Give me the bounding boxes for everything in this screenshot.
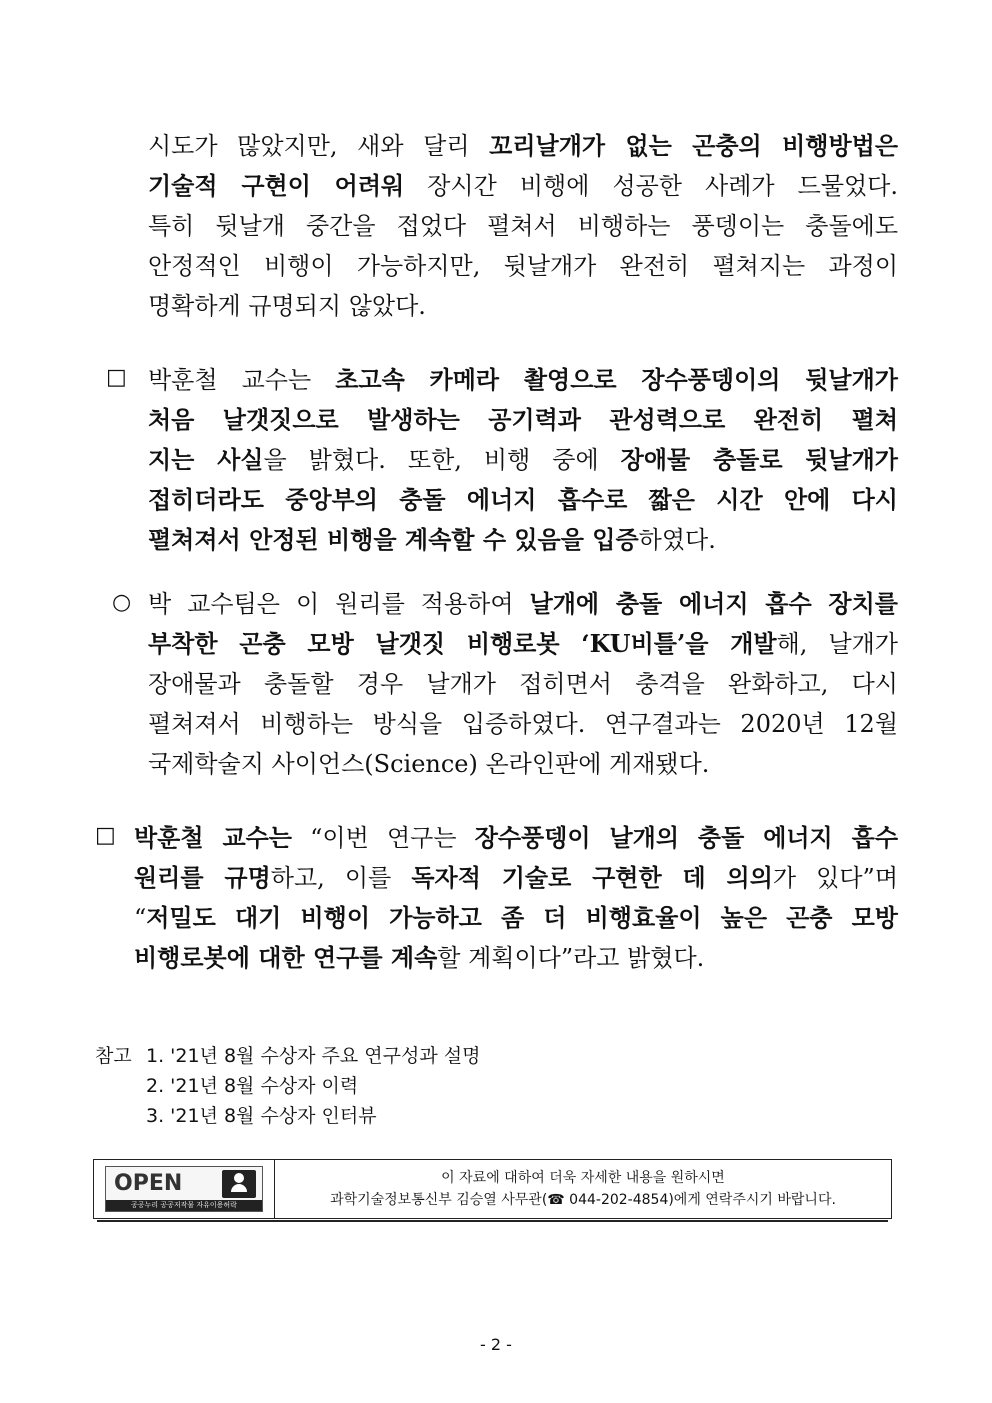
- circle-bullet: ○: [112, 590, 132, 615]
- p4-line-1: 박훈철 교수는 “이번 연구는 장수풍뎅이 날개의 충돌 에너지 흡수: [134, 823, 899, 852]
- p1-line-4: 안정적인 비행이 가능하지만, 뒷날개가 완전히 펼쳐지는 과정이: [148, 252, 898, 280]
- p2-line-5: 펼쳐져서 안정된 비행을 계속할 수 있음을 입증하였다.: [148, 525, 716, 554]
- contact-text: [275, 1160, 891, 1218]
- license-strip: 공공누리 공공저작물 자유이용허락: [106, 1200, 262, 1211]
- p1-line-3: 특히 뒷날개 중간을 접었다 펼쳐서 비행하는 풍뎅이는 충돌에도: [148, 212, 898, 240]
- p4-line-4: 비행로봇에 대한 연구를 계속할 계획이다”라고 밝혔다.: [134, 943, 705, 972]
- square-bullet: □: [106, 365, 127, 390]
- reference-item: 1. '21년 8월 수상자 주요 연구성과 설명: [146, 1045, 481, 1067]
- contact-line-1: 이 자료에 대하여 더욱 자세한 내용을 원하시면: [441, 1170, 725, 1186]
- open-license-logo: [105, 1166, 263, 1212]
- p1-line-2: 기술적 구현이 어려워 장시간 비행에 성공한 사례가 드물었다.: [148, 171, 898, 200]
- p3-line-1: 박 교수팀은 이 원리를 적용하여 날개에 충돌 에너지 흡수 장치를: [148, 589, 898, 618]
- p2-line-1: 박훈철 교수는 초고속 카메라 촬영으로 장수풍뎅이의 뒷날개가: [148, 365, 898, 394]
- p3-line-2: 부착한 곤충 모방 날갯짓 비행로봇 ‘KU비틀’을 개발해, 날개가: [148, 629, 898, 658]
- attribution-person-icon: [222, 1170, 256, 1198]
- open-logo-text: OPEN: [114, 1171, 183, 1196]
- p2-line-3: 지는 사실을 밝혔다. 또한, 비행 중에 장애물 충돌로 뒷날개가: [148, 445, 898, 474]
- reference-item: 2. '21년 8월 수상자 이력: [146, 1075, 359, 1097]
- p3-line-5: 국제학술지 사이언스(Science) 온라인판에 게재됐다.: [148, 750, 710, 778]
- p2-line-2: 처음 날갯짓으로 발생하는 공기력과 관성력으로 완전히 펼쳐: [148, 405, 898, 434]
- p4-line-3: “저밀도 대기 비행이 가능하고 좀 더 비행효율이 높은 곤충 모방: [134, 903, 898, 932]
- license-area: [94, 1160, 275, 1218]
- contact-box: [93, 1159, 892, 1219]
- contact-line-2: 과학기술정보통신부 김승열 사무관(☎ 044-202-4854)에게 연락주시기 바랍니다.: [330, 1192, 836, 1208]
- p2-line-4: 접히더라도 중앙부의 충돌 에너지 흡수로 짧은 시간 안에 다시: [148, 485, 898, 514]
- p3-line-4: 펼쳐져서 비행하는 방식을 입증하였다. 연구결과는 2020년 12월: [148, 710, 898, 738]
- reference-item: 3. '21년 8월 수상자 인터뷰: [146, 1105, 377, 1127]
- p1-line-1: 시도가 많았지만, 새와 달리 꼬리날개가 없는 곤충의 비행방법은: [148, 131, 898, 160]
- p3-line-3: 장애물과 충돌할 경우 날개가 접히면서 충격을 완화하고, 다시: [148, 670, 898, 698]
- references-label: 참고: [95, 1045, 132, 1067]
- square-bullet: □: [95, 823, 116, 848]
- page-number: - 2 -: [480, 1335, 512, 1354]
- p1-line-5: 명확하게 규명되지 않았다.: [148, 292, 426, 320]
- p4-line-2: 원리를 규명하고, 이를 독자적 기술로 구현한 데 의의가 있다”며: [134, 863, 899, 892]
